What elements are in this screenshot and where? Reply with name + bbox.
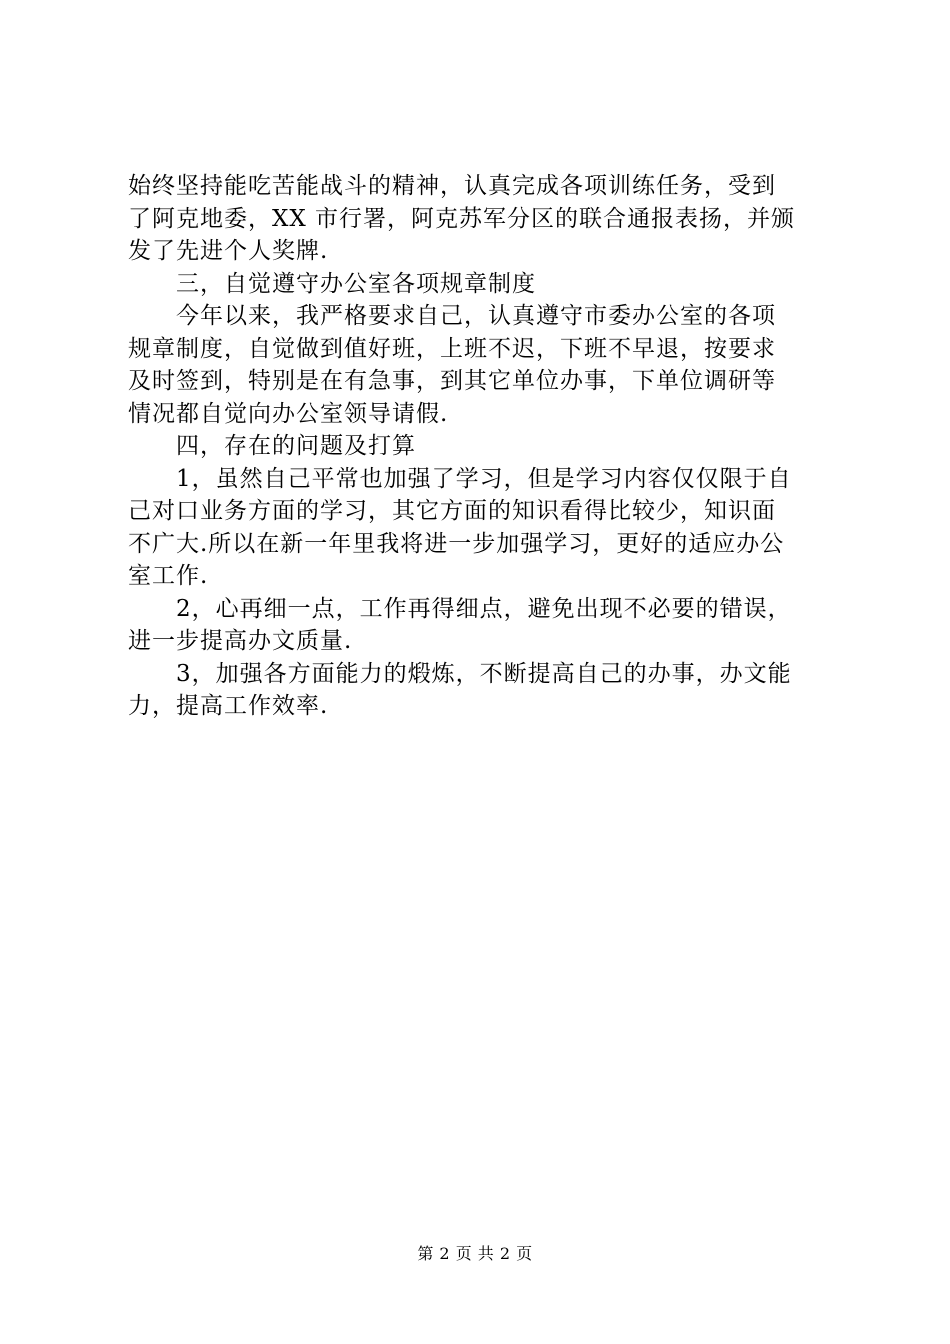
text-line: 力，提高工作效率.	[128, 693, 329, 719]
section-heading: 三，自觉遵守办公室各项规章制度	[176, 270, 536, 297]
section-heading: 四，存在的问题及打算	[176, 433, 416, 459]
page-number-footer: 第 2 页 共 2 页	[417, 1244, 533, 1263]
text-line: 己对口业务方面的学习，其它方面的知识看得比较少，知识面	[128, 498, 776, 524]
text-line: 及时签到，特别是在有急事，到其它单位办事，下单位调研等	[128, 368, 776, 394]
text-line: 1，虽然自己平常也加强了学习，但是学习内容仅仅限于自	[176, 465, 792, 492]
document-body	[128, 170, 828, 723]
text-line: 发了先进个人奖牌.	[128, 238, 329, 264]
text-line: 规章制度，自觉做到值好班，上班不迟，下班不早退，按要求	[128, 335, 776, 362]
text-line: 室工作.	[128, 563, 209, 589]
text-line: 2，心再细一点，工作再得细点，避免出现不必要的错误，	[176, 595, 792, 622]
text-line: 始终坚持能吃苦能战斗的精神，认真完成各项训练任务，受到	[128, 173, 776, 199]
text-line: 了阿克地委，XX 市行署，阿克苏军分区的联合通报表扬，并颁	[128, 205, 796, 232]
text-line: 进一步提高办文质量.	[128, 628, 353, 654]
text-line: 今年以来，我严格要求自己，认真遵守市委办公室的各项	[176, 303, 776, 329]
text-line: 不广大.所以在新一年里我将进一步加强学习，更好的适应办公	[128, 530, 785, 557]
text-line: 情况都自觉向办公室领导请假.	[128, 400, 449, 427]
text-line: 3，加强各方面能力的煅炼，不断提高自己的办事，办文能	[176, 660, 792, 687]
